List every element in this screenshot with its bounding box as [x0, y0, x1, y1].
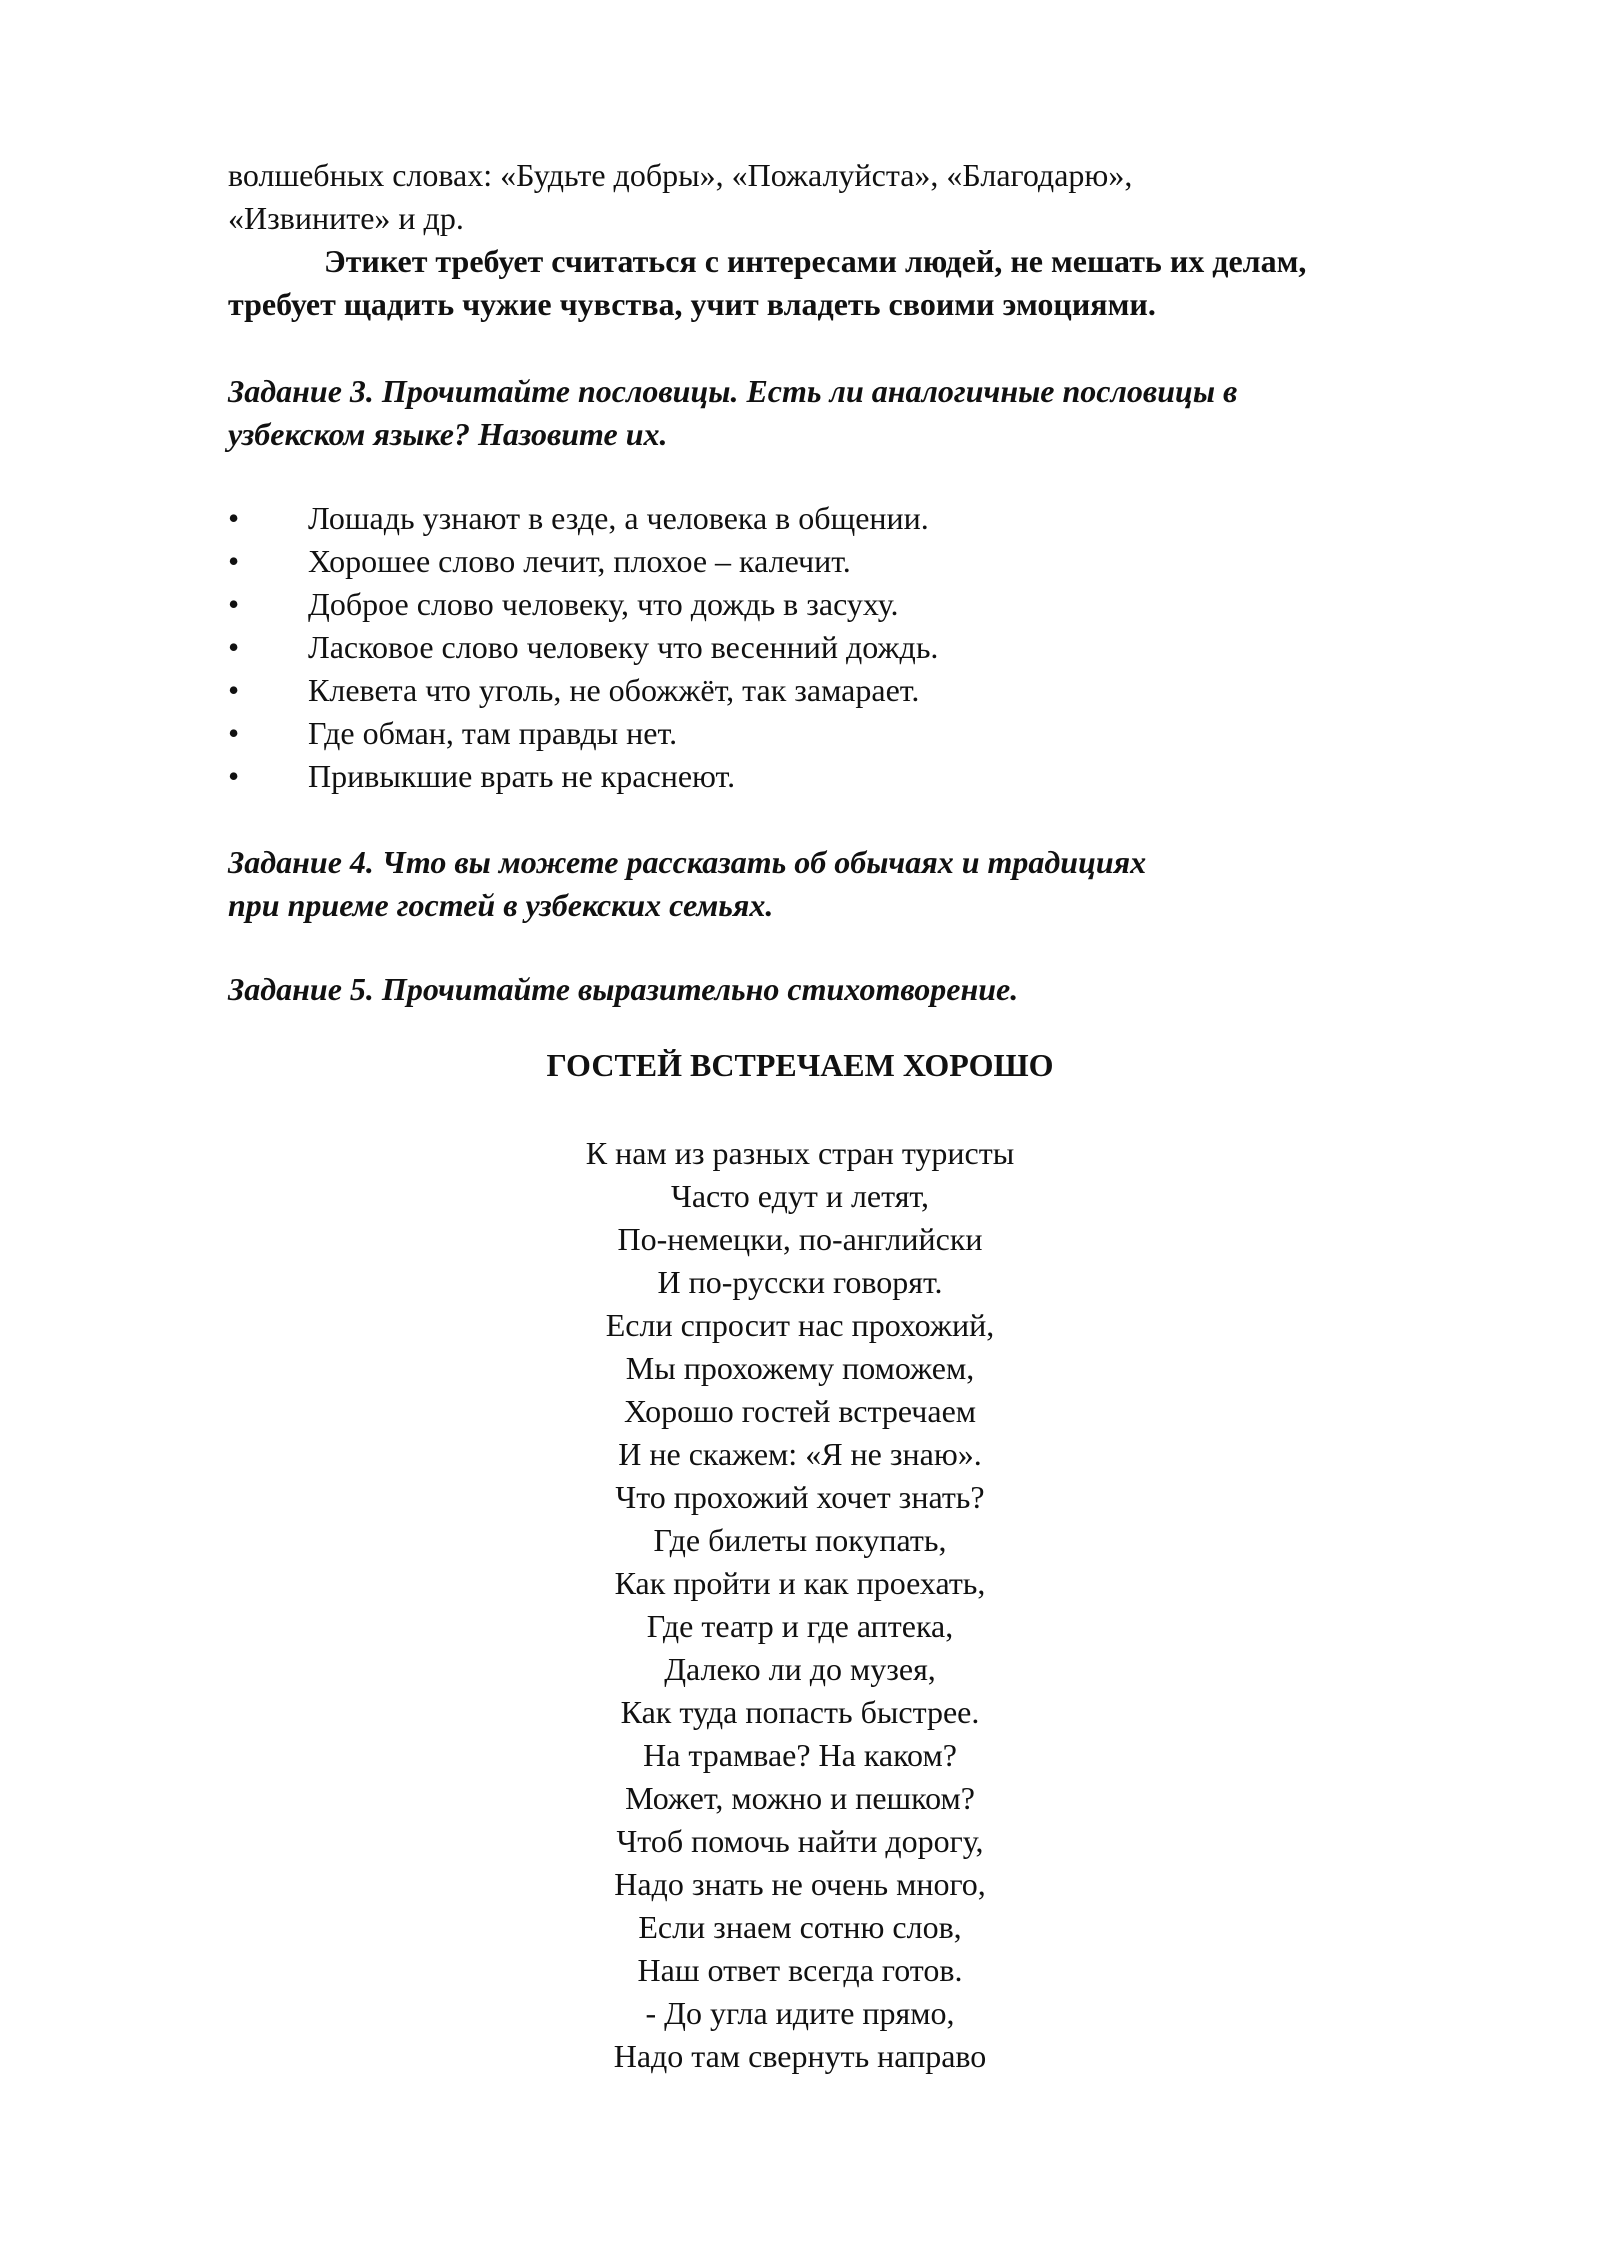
etiquette-line-1: Этикет требует считаться с интересами людей, не мешать их делам,	[324, 243, 1307, 279]
proverb-text: Хорошее слово лечит, плохое – калечит.	[308, 543, 851, 579]
poem-line: Наш ответ всегда готов.	[637, 1952, 963, 1988]
poem-line: Далеко ли до музея,	[664, 1651, 936, 1687]
bullet-icon: •	[228, 629, 240, 665]
poem-line: И по-русски говорят.	[657, 1264, 943, 1300]
proverb-text: Лошадь узнают в езде, а человека в общении.	[308, 500, 929, 536]
task-3-line-1: Задание 3. Прочитайте пословицы. Есть ли аналогичные пословицы в	[228, 373, 1238, 409]
intro-line-2: «Извините» и др.	[228, 200, 464, 236]
poem-body	[0, 1132, 1600, 2078]
list-item	[228, 497, 1428, 540]
list-item	[228, 583, 1428, 626]
etiquette-paragraph	[228, 240, 1528, 326]
task-5-heading	[228, 968, 1528, 1011]
intro-paragraph	[228, 154, 1528, 240]
poem-line: Надо знать не очень много,	[614, 1866, 986, 1902]
proverb-text: Ласковое слово человеку что весенний дождь.	[308, 629, 939, 665]
poem-line: Надо там свернуть направо	[613, 2038, 987, 2074]
list-item	[228, 669, 1428, 712]
poem-line: Мы прохожему поможем,	[625, 1350, 975, 1386]
poem-line: Как пройти и как проехать,	[614, 1565, 986, 1601]
poem-line: И не скажем: «Я не знаю».	[618, 1436, 982, 1472]
poem-line: К нам из разных стран туристы	[585, 1135, 1015, 1171]
poem-title	[0, 1044, 1600, 1087]
proverbs-list	[228, 497, 1428, 798]
list-item	[228, 755, 1428, 798]
proverb-text: Привыкшие врать не краснеют.	[308, 758, 736, 794]
poem-line: Где билеты покупать,	[653, 1522, 947, 1558]
etiquette-line-2: требует щадить чужие чувства, учит владеть своими эмоциями.	[228, 286, 1156, 322]
task-4-line-1: Задание 4. Что вы можете рассказать об обычаях и традициях	[228, 844, 1147, 880]
bullet-icon: •	[228, 672, 240, 708]
poem-title-text: ГОСТЕЙ ВСТРЕЧАЕМ ХОРОШО	[546, 1047, 1054, 1083]
bullet-icon: •	[228, 586, 240, 622]
bullet-icon: •	[228, 715, 240, 751]
poem-line: Чтоб помочь найти дорогу,	[616, 1823, 984, 1859]
poem-line: На трамвае? На каком?	[643, 1737, 957, 1773]
poem-line: Часто едут и летят,	[671, 1178, 929, 1214]
bullet-icon: •	[228, 543, 240, 579]
task-3-heading	[228, 370, 1528, 456]
poem-line: Где театр и где аптека,	[646, 1608, 954, 1644]
task-5-line-1: Задание 5. Прочитайте выразительно стихотворение.	[228, 971, 1019, 1007]
list-item	[228, 626, 1428, 669]
poem-line: Что прохожий хочет знать?	[615, 1479, 985, 1515]
list-item	[228, 540, 1428, 583]
list-item	[228, 712, 1428, 755]
poem-line: Может, можно и пешком?	[625, 1780, 975, 1816]
bullet-icon: •	[228, 500, 240, 536]
poem-line: Хорошо гостей встречаем	[623, 1393, 977, 1429]
task-4-line-2: при приеме гостей в узбекских семьях.	[228, 887, 774, 923]
poem-line: Если знаем сотню слов,	[638, 1909, 962, 1945]
proverb-text: Доброе слово человеку, что дождь в засуху.	[308, 586, 899, 622]
poem-line: Как туда попасть быстрее.	[620, 1694, 980, 1730]
poem-line: По-немецки, по-английски	[617, 1221, 983, 1257]
poem-line: Если спросит нас прохожий,	[605, 1307, 995, 1343]
proverb-text: Где обман, там правды нет.	[308, 715, 678, 751]
poem-line: - До угла идите прямо,	[645, 1995, 955, 2031]
task-4-heading	[228, 841, 1528, 927]
intro-line-1: волшебных словах: «Будьте добры», «Пожалуйста», «Благодарю»,	[228, 157, 1133, 193]
proverb-text: Клевета что уголь, не обожжёт, так замарает.	[308, 672, 920, 708]
task-3-line-2: узбекском языке? Назовите их.	[228, 416, 668, 452]
bullet-icon: •	[228, 758, 240, 794]
